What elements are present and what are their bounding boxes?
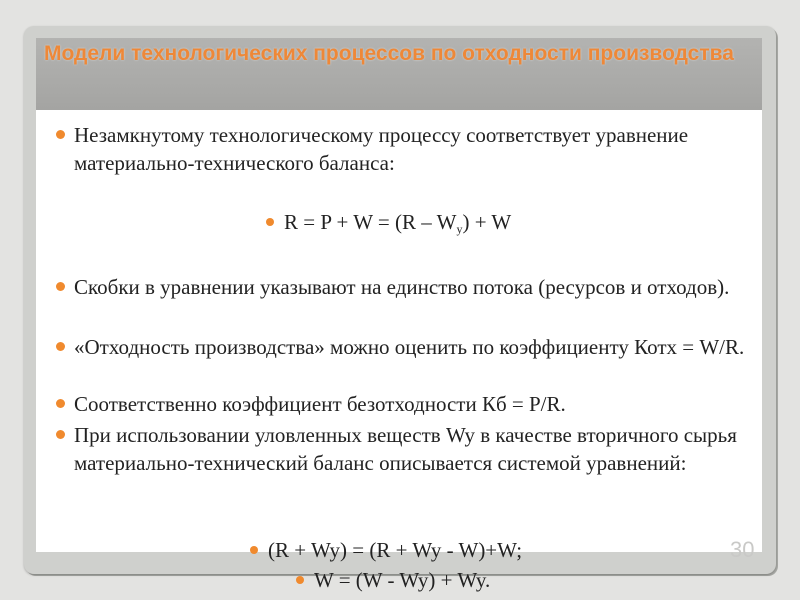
bullet-brackets [54,273,774,301]
bullet-recycling [54,421,774,477]
equation-balance [264,208,684,243]
equation-subscript: y [456,222,463,236]
system-equation-2 [294,566,714,594]
bullet-text: Незамкнутому технологическому процессу соответствует уравнение материально-технического баланса: [74,123,689,175]
slide-title: Модели технологических процессов по отходности производства [44,42,734,65]
bullet-waste-coefficient [54,333,774,361]
system-equation-1 [248,536,668,564]
equation-text: (R + Wy) = (R + Wy - W)+W; [268,538,523,562]
bullet-text: Соответственно коэффициент безотходности Кб = P/R. [74,392,566,416]
page-number: 30 [730,537,755,562]
bullet-text: Скобки в уравнении указывают на единство потока (ресурсов и отходов). [74,275,730,299]
equation-main: R = P + W = (R – W [284,210,457,234]
equation-text: W = (W - Wy) + Wy. [314,568,491,592]
equation-tail: ) + W [462,210,512,234]
bullet-text: «Отходность производства» можно оценить по коэффициенту Котх = W/R. [74,335,745,359]
bullet-wasteless-coefficient [54,390,774,418]
bullet-open-process [54,121,774,177]
bullet-text: При использовании уловленных веществ Wy в качестве вторичного сырья материально-технический баланс описывается системой уравнений: [74,423,737,475]
